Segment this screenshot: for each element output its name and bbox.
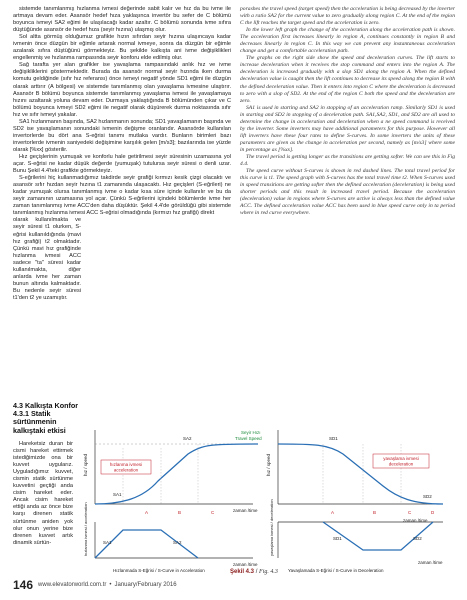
accel-label-en: acceleration — [113, 467, 139, 473]
region-d-right: D — [431, 510, 435, 515]
paragraph: Hız geçişlerinin yumuşak ve konforlu hale getirilmesi seyir süresinin uzamasına yol açar. S-eğrisi ne kadar düşük değerde (yumuşak) tutulursa seyir süresi o denli uzar. Bunu Şekil 4.4'teki grafikte görmekteyiz. — [13, 153, 231, 175]
accel-axis-label: hızlanma ivmesi / acceleration — [83, 502, 88, 556]
paragraph: sistemde tanımlanmış hızlanma ivmesi değerinde sabit kalır ve hız da bu ivme ile artmaya devam eder. Asansör hedef hıza yaklaşınca invertör bu sefer de C bölümü boyunca ivmeyi SA2 eğimi ile ulaşılacağı kadar azaltır. C bölümü sonunda ivme sıfıra düştüğünde asansör de hedef hıza (seyir hızına) ulaşmış olur. — [13, 6, 231, 34]
accel-label: hızlanma ivmesi — [109, 462, 143, 467]
s-curve-figure — [83, 426, 455, 574]
footer-issue: January/February 2016 — [114, 582, 177, 588]
sd1-bottom: SD1 — [333, 536, 342, 541]
decel-label-en: deceleration — [388, 461, 414, 467]
region-c-label: C — [211, 510, 215, 515]
sd1-label: SD1 — [329, 436, 338, 441]
paragraph: The speed curve without S-curves is shown in red dashed lines. The total travel period for this curve is t1. The speed graph with S-curves has the total travel time t2. When S-curves used in speed transitions are getting softer then the defined acceleration (deceleration) is being used shorter periods and this result in increased travel period. Because the acceleration (deceleration) value in regions where S-curves are active is always less than the defined value ACC. The defined acceleration value ACC has been used in blue speed curve only in ta period where in red curve everywhere. — [240, 168, 455, 217]
region-b-right: B — [373, 510, 377, 515]
left-text-column — [13, 6, 231, 302]
caption-en: Fig. 4.3 — [259, 569, 278, 575]
region-a-right: A — [331, 510, 335, 515]
travel-speed-label: Travel Speed — [235, 436, 262, 441]
page-footer — [13, 578, 455, 592]
decel-speed-curve — [278, 444, 443, 504]
paragraph: porashes the travel speed (target speed) then the acceleration is being decreased by the inverter with a ratio SA2 for the current value to zero gradually along region C. At the end of the region C the lift reaches the target speed and the acceleration is zero. — [240, 6, 455, 27]
caption-separator: / — [255, 569, 258, 575]
sd2-bottom: SD2 — [413, 536, 422, 541]
narrow-text-column — [13, 441, 73, 547]
page-number: 146 — [13, 578, 34, 592]
right-graph-title: Yavaşlamada S-Eğrisi / S-Curve in Deceleration — [288, 568, 384, 573]
y-axis-label-right: hız / speed — [266, 453, 271, 476]
section-title: 4.3 Kalkışta Konfor — [13, 401, 79, 410]
paragraph: The travel period is getting longer as the transitions are getting softer. We can see this in Fig 4.4. — [240, 153, 455, 168]
caption-tr: Şekil 4.3 — [230, 569, 255, 575]
time-label: zaman /time — [233, 508, 258, 513]
paragraph: Hareketsiz duran bir cismi hareket ettirmek istediğimizde ona bir kuvvet uygularız. Uyguladığımız kuvvet, cismin statik sürtünme kuvvetini geçtiği anda cisim hareket eder. Ancak cisim hareket ettiği anda az önce bize karşı direnen statik sürtünme aniden yok olur onun yerine bize direnen kuvvet artık dinamik sürtün- — [13, 441, 73, 546]
paragraph: Sol altta görmüş olduğumuz grafikte hızın sıfırdan seyir hızına ulaşıncaya kadar ivmenin önce düzgün bir eğimle artarak normal ivmeye, sonra da düzgün bir eğimle azalarak sıfıra düştüğünü görmekteyiz. Bu şekilde kalkışta ani ivme değişiklikleri engellenmiş ve hızlanma rampasında seyir konforu elde edilmiş olur. — [13, 34, 231, 62]
footer-bullet: • — [109, 582, 112, 588]
sd2-label: SD2 — [423, 494, 432, 499]
sa1-bottom: SA1 — [103, 540, 112, 545]
decel-label: yavaşlama ivmesi — [383, 456, 419, 461]
s-curve-diagram — [83, 426, 455, 574]
paragraph: In the lower left graph the change of the acceleration along the acceleration path is shown. The acceleration first increases linearly in region A, continues constantly in region B and decreases linearly in region C. In this way we can prevent any instantaneous acceleration change and get a comfortable acceleration path. — [240, 27, 455, 55]
sa2-bottom: SA2 — [173, 540, 182, 545]
region-a-label: A — [145, 510, 149, 515]
sa2-label: SA2 — [183, 436, 192, 441]
paragraph: SA1 hızlanmanın başında, SA2 hızlanmanın sonunda; SD1 yavaşlamanın başında ve SD2 ise yavaşlamanın sonundaki ivmenin değişme oranlarıdır. Asansörde kullanılan invertorlerde bu dört ana S-eğrisi tanımı mutlaka vardır. Bunların birimleri bazı invertorlerde ivmenin saniyedeki değişimine karşılık gelen [m/s3]; bazılarında ise yüzde olarak [%xx] gösterilir. — [13, 118, 231, 153]
decel-axis-label: yavaşlama ivmesi / deceleration — [269, 499, 274, 556]
left-graph-title: Hızlanmada S-Eğrisi / S-Curve in Acceleration — [113, 568, 205, 573]
y-axis-label: hız / speed — [83, 453, 88, 476]
paragraph: olarak kullanılmakta ve seyir süresi t1 olurken, S-eğrisi kullanıldığında (mavi hız grafiği) t2 olmaktadır. Çünkü mavi hız grafiğinde hızlanma ivmesi ACC sadece "ta" süresi kadar kullanılmakta, diğer anlarda ivme her zaman bunun altında kalmaktadır. Bu nedenle seyir süresi t1'den t2 ye uzamıştır. — [13, 217, 81, 301]
paragraph: Sağ tarafta yer alan grafikler ise yavaşlama rampasındaki anlık hız ve ivme değişikliklerini göstermektedir. Burada da asansör normal seyir hızında iken durma komutu geldiğinde (sıfır hız referansı) önce ivmeyi negatif yönde SD1 eğimi ile düzgün olarak arttırır (A bölgesi) ve sistemde tanımlanmış olan yavaşlama ivmesine ulaştırır. Asansör B bölümü boyunca sistemde tanımlanmış yavaşlama ivmesi ile yavaşlamaya hızını azaltarak yoluna devam eder. Durmaya yaklaştığında B bölümünden çıkar ve C bölümü boyunca ivmeyi SD2 eğimi ile negatif olarak düşürerek durma noktasında sıfır hız ve sıfır ivmeyi yakalar. — [13, 62, 231, 118]
region-c-right: C — [408, 510, 412, 515]
region-b-label: B — [178, 510, 182, 515]
paragraph: S-eğrilerini hiç kullanmadığımız takdirde seyir grafiği kırmızı kesik çizgi olacaktı ve asansör sıfır hızdan seyir hızına t1 zamanında ulaşacaktı. Hız geçişleri (S-eğrileri) ne kadar yumuşak olursa tanımlanmış ivme o kadar kısa süre içinde kullanılır ve bu da seyir zamanının uzamasına yol açar. Çünkü S-eğrilerini içindeki bölümlerde ivme her zaman tanımlanmış ivme ACC'den daha düşüktür. Şekil 4.4'de görüldüğü gibi sistemde tanımlanmış hızlanma ivmesi ACC S-eğrisi olmadığında (kırmızı hız grafiği) direkt — [13, 175, 231, 217]
figure-caption — [230, 569, 278, 575]
paragraph: SA1 is used in starting and SA2 in stopping of an acceleration ramp. Similarly SD1 is used in starting and SD2 in stopping of a deceleration path. SA1,SA2, SD1, and SD2 are all used to determine the change in acceleration and deceleration when a ne speed command is received by the inverter. Some inverters may have additional parameters for this purpose. However all lift inverters have these four rates to define S-curves. In some inverters the units of these parameters are given as the change in acceleration per second, namely as [m/s3] where some in percentage as [%xx]. — [240, 104, 455, 153]
seyir-hizi-label: Seyir Hızı — [241, 430, 261, 435]
sa1-label: SA1 — [113, 492, 122, 497]
time-label-4: zaman /time — [418, 560, 443, 565]
subsection-title: 4.3.1 Statik sürtünmenin kalkıştaki etkisi — [13, 409, 66, 435]
time-label-2: zaman /time — [233, 562, 258, 567]
section-heading — [13, 402, 83, 435]
time-label-3: zaman /time — [403, 518, 428, 523]
paragraph: The graphs on the right side show the speed and deceleration curves. The lift starts to increase deceleration when it receives the stop command and enters into the region A. The deceleration is increased gradually with a slop SD1 along the region A. When the defined deceleration value is caught then the lift continues to decrease its speed along the region B with the defined deceleration value. Then it enters into region C where the deceleration is decreased to zero with a slop of SD2. At the end of the region C both the speed and the deceleration are zero. — [240, 55, 455, 104]
footer-site: www.elevatorworld.com.tr — [38, 582, 107, 588]
right-text-column — [240, 6, 455, 217]
